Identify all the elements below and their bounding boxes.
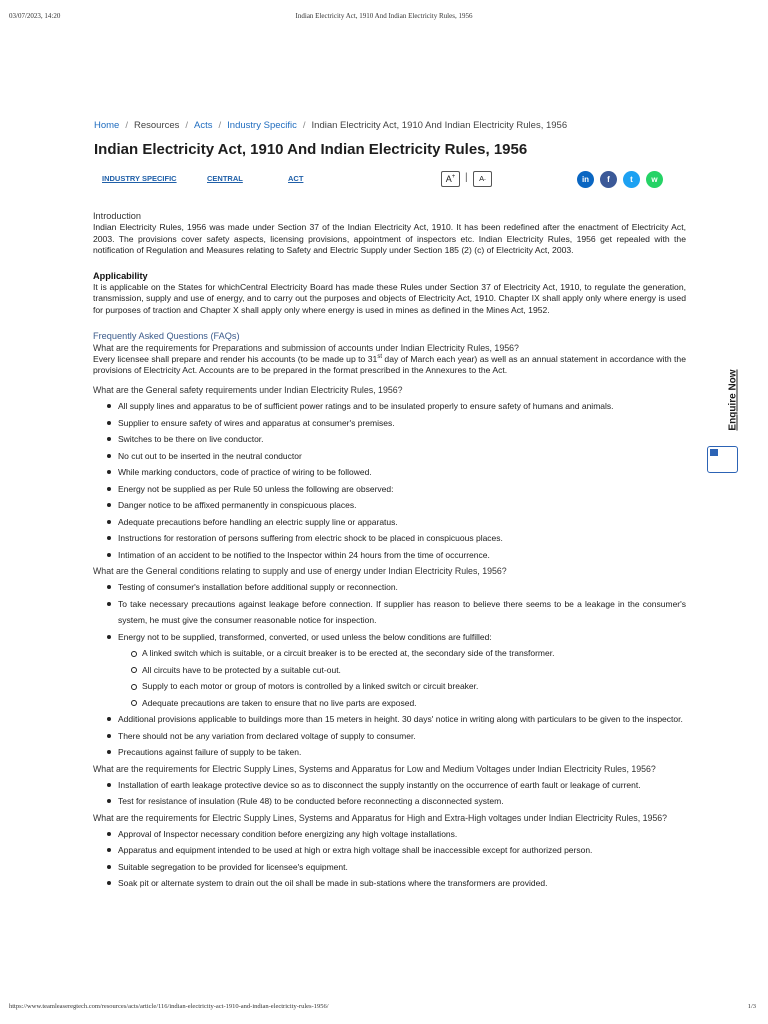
list-item: Adequate precautions before handling an electric supply line or apparatus. [93, 514, 686, 531]
applicability-heading: Applicability [93, 270, 148, 281]
font-controls-separator: | [465, 172, 468, 183]
low-medium-voltage-list [93, 777, 686, 810]
list-item: Suitable segregation to be provided for licensee's equipment. [93, 859, 686, 876]
font-increase-label: A [445, 174, 452, 184]
breadcrumb-separator: / [302, 120, 306, 131]
list-item: Apparatus and equipment intended to be used at high or extra high voltage shall be inaccessible except for authorized person. [93, 842, 686, 859]
print-url: https://www.teamleaseregtech.com/resources/acts/article/116/indian-electricity-act-1910-and-indian-electricity-rules-1956/ [9, 1003, 329, 1010]
font-decrease-button[interactable] [473, 171, 492, 187]
list-item: While marking conductors, code of practice of wiring to be followed. [93, 464, 686, 481]
breadcrumb-separator: / [125, 120, 128, 131]
faq-answer [93, 354, 686, 377]
list-item: Testing of consumer's installation before additional supply or reconnection. [93, 579, 686, 596]
list-item: All circuits have to be protected by a suitable cut-out. [118, 662, 686, 679]
tag-industry-specific[interactable]: INDUSTRY SPECIFIC [102, 174, 177, 183]
breadcrumb-separator: / [218, 120, 222, 131]
list-item: Installation of earth leakage protective device so as to disconnect the supply instantly on the occurrence of earth fault or leakage of current. [93, 777, 686, 794]
breadcrumb-home[interactable]: Home [94, 120, 120, 131]
bookmark-icon [710, 449, 718, 456]
list-item: To take necessary precautions against leakage before connection. If supplier has reason to believe there seems to be a leakage in the consumer's system, he must give the consumer reasonable notice for inspection. [93, 596, 686, 629]
introduction-heading: Introduction [93, 211, 142, 221]
tag-act[interactable]: ACT [288, 174, 304, 183]
font-increase-button[interactable] [441, 171, 460, 187]
faq-question: What are the requirements for Preparations and submission of accounts under Indian Electricity Rules, 1956? [93, 342, 519, 353]
list-item: A linked switch which is suitable, or a circuit breaker is to be erected at, the secondary side of the transformer. [118, 645, 686, 662]
print-timestamp: 03/07/2023, 14:20 [9, 12, 61, 20]
applicability-text: It is applicable on the States for whichCentral Electricity Board has made these Rules under Section 37 of Electricity Act, 1910, to regulate the generation, transmission, supply and use of energy, and to carry out the purposes and objects of Electricity Act, 1910. Chapter IX shall apply only where energy is used for purposes of traction and Chapter X shall apply only where energy is used in mines as defined in the Mines Act, 1952. [93, 282, 686, 315]
list-item: Supply to each motor or group of motors is controlled by a linked switch or circuit breaker. [118, 678, 686, 695]
introduction-text: Indian Electricity Rules, 1956 was made under Section 37 of the Indian Electricity Act, 1910. It has been redefined after the enactment of Electricity Act, 2003. The provisions cover safety aspects, licensing provisions, appointment of inspectors etc. Indian Electricity Rules, 1956 get repealed with the notification of Regulation and Measures relating to Safety and Electric Supply under Section 185 (2) (c) of Electricity Act, 2003. [93, 222, 686, 256]
breadcrumb-current: Indian Electricity Act, 1910 And Indian Electricity Rules, 1956 [311, 120, 568, 131]
supply-subconditions-list [118, 645, 686, 711]
faq-question: What are the General conditions relating to supply and use of energy under Indian Electricity Rules, 1956? [93, 566, 507, 577]
breadcrumb [94, 120, 567, 131]
list-item: Switches to be there on live conductor. [93, 431, 686, 448]
faq-question: What are the requirements for Electric Supply Lines, Systems and Apparatus for Low and Medium Voltages under Indian Electricity Rules, 1956? [93, 763, 656, 774]
twitter-icon[interactable]: t [623, 171, 640, 188]
list-item: All supply lines and apparatus to be of sufficient power ratings and to be insulated properly to ensure safety of humans and animals. [93, 398, 686, 415]
list-item: Supplier to ensure safety of wires and apparatus at consumer's premises. [93, 415, 686, 432]
font-increase-sup: + [451, 174, 456, 180]
linkedin-icon[interactable]: in [577, 171, 594, 188]
high-voltage-list [93, 826, 686, 892]
font-decrease-label: A [479, 174, 485, 183]
font-decrease-sub: - [484, 177, 486, 183]
facebook-icon[interactable]: f [600, 171, 617, 188]
list-item: Additional provisions applicable to buildings more than 15 meters in height. 30 days' notice in writing along with particulars to be given to the inspector. [93, 711, 686, 728]
list-item: Soak pit or alternate system to drain out the oil shall be made in sub-stations where the transformers are provided. [93, 875, 686, 892]
list-item: Energy not be supplied as per Rule 50 unless the following are observed: [93, 481, 686, 498]
faq-answer-part: day of March each year) as well as an annual statement in accordance with the provisions of Electricity Act. Accounts are to be prepared in the format prescribed in the Annexures to the Act. [93, 353, 686, 376]
list-item: Precautions against failure of supply to be taken. [93, 744, 686, 761]
bookmark-widget[interactable] [707, 446, 738, 473]
whatsapp-icon[interactable]: w [646, 171, 663, 188]
list-item: There should not be any variation from declared voltage of supply to consumer. [93, 728, 686, 745]
breadcrumb-resources[interactable]: Resources [133, 120, 180, 131]
list-item: Intimation of an accident to be notified to the Inspector within 24 hours from the time of occurrence. [93, 547, 686, 564]
article-content [93, 211, 686, 892]
breadcrumb-industry-specific[interactable]: Industry Specific [227, 120, 297, 131]
print-header [0, 12, 768, 24]
list-item: Approval of Inspector necessary condition before energizing any high voltage installations. [93, 826, 686, 843]
enquire-now-tab[interactable] [724, 366, 742, 434]
list-item: No cut out to be inserted in the neutral conductor [93, 448, 686, 465]
faq-question: What are the requirements for Electric Supply Lines, Systems and Apparatus for High and Extra-High voltages under Indian Electricity Rules, 1956? [93, 812, 668, 823]
page-title: Indian Electricity Act, 1910 And Indian Electricity Rules, 1956 [94, 141, 528, 158]
safety-requirements-list [93, 398, 686, 563]
tag-central[interactable]: CENTRAL [207, 174, 243, 183]
faq-heading: Frequently Asked Questions (FAQs) [93, 331, 240, 342]
list-item: Instructions for restoration of persons suffering from electric shock to be placed in conspicuous places. [93, 530, 686, 547]
list-item: Adequate precautions are taken to ensure that no live parts are exposed. [118, 695, 686, 712]
print-title: Indian Electricity Act, 1910 And Indian Electricity Rules, 1956 [295, 12, 473, 20]
faq-question: What are the General safety requirements under Indian Electricity Rules, 1956? [93, 385, 403, 396]
list-item [93, 629, 686, 712]
print-page-number: 1/3 [747, 1003, 756, 1010]
enquire-now-label: Enquire Now [727, 369, 739, 431]
faq-answer-sup: st [377, 353, 382, 360]
list-item: Test for resistance of insulation (Rule 48) to be conducted before reconnecting a disconnected system. [93, 793, 686, 810]
list-item-text: Energy not to be supplied, transformed, converted, or used unless the below conditions are fulfilled: [118, 631, 492, 642]
list-item: Danger notice to be affixed permanently in conspicuous places. [93, 497, 686, 514]
breadcrumb-separator: / [185, 120, 189, 131]
supply-conditions-list [93, 579, 686, 761]
faq-answer-part: Every licensee shall prepare and render his accounts (to be made up to 31 [93, 353, 378, 364]
breadcrumb-acts[interactable]: Acts [194, 120, 213, 131]
